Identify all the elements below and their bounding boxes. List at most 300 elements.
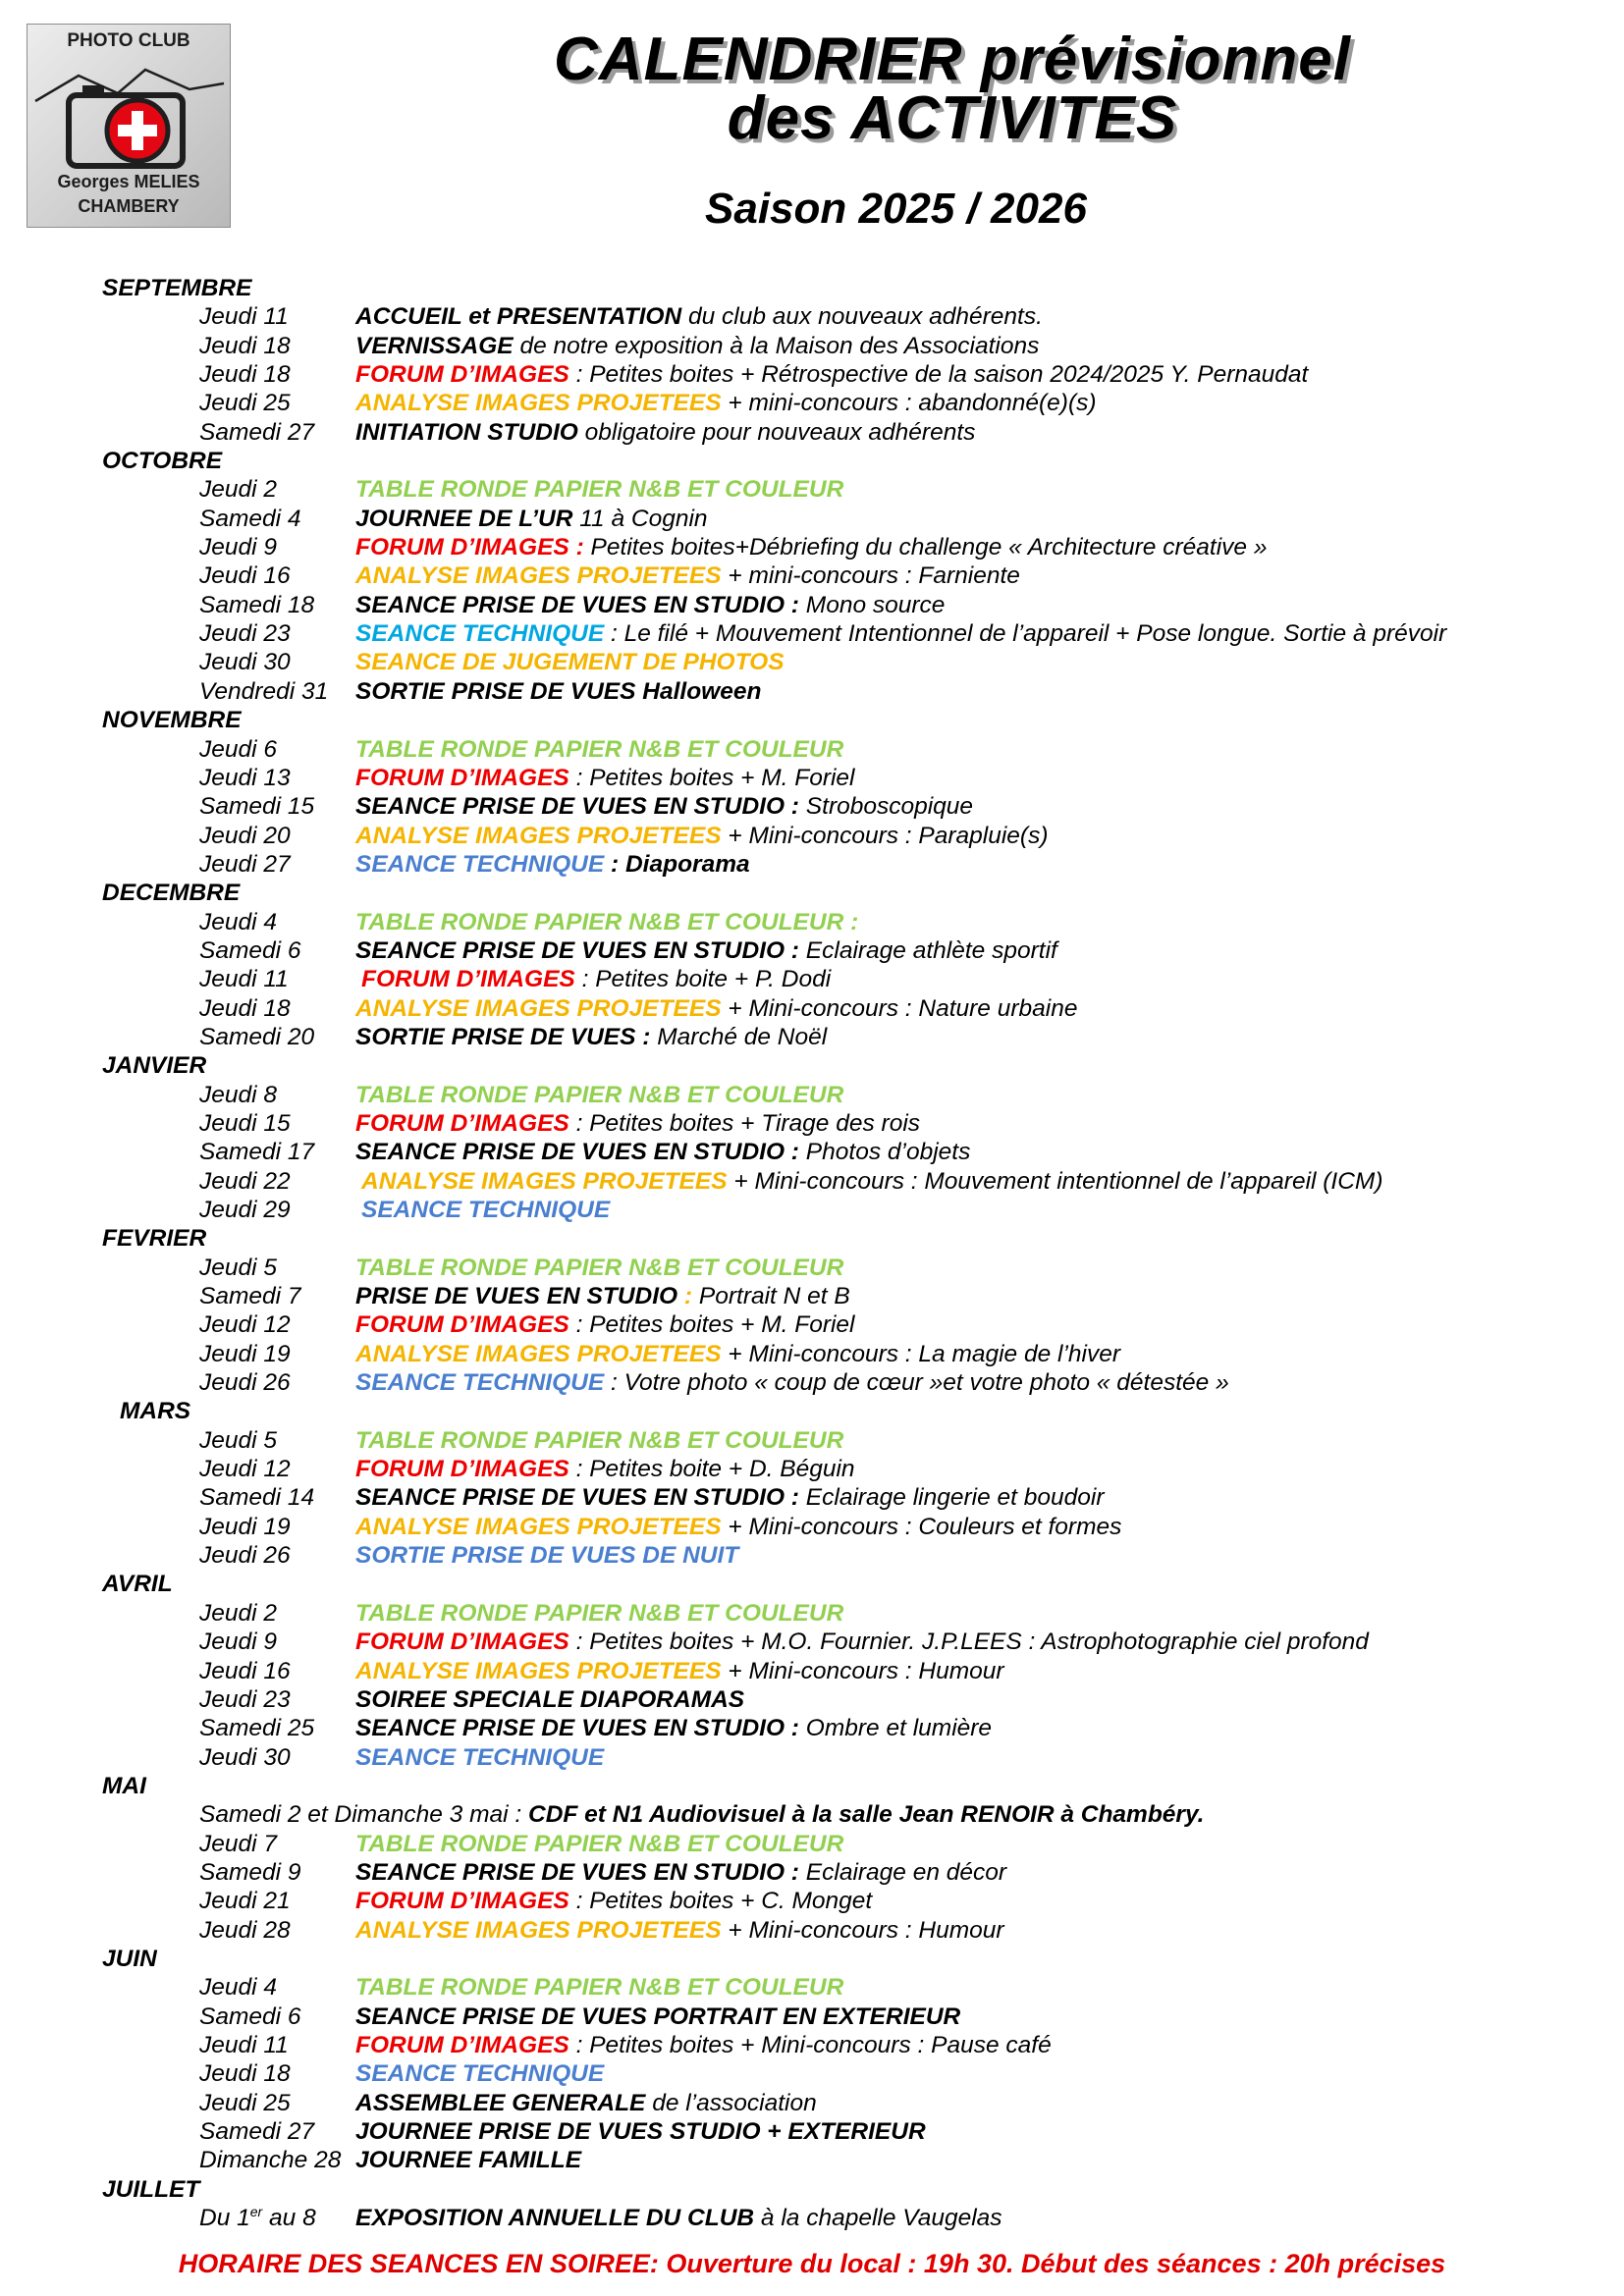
- entry-part: FORUM D’IMAGES: [355, 1311, 569, 1339]
- entry-text: [199, 1800, 1205, 1829]
- entry-event: [361, 1167, 1383, 1196]
- entry-date: Samedi 4: [199, 505, 301, 532]
- entry-part: EXPOSITION ANNUELLE DU CLUB: [355, 2205, 755, 2232]
- entry-date: Jeudi 11: [199, 2031, 289, 2058]
- entry-part: + Mini-concours : La magie de l’hiver: [721, 1340, 1121, 1367]
- entry-event: [355, 1483, 1105, 1512]
- calendar-entry: [0, 389, 1624, 417]
- month-row: [0, 274, 1624, 302]
- entry-part: TABLE RONDE PAPIER N&B ET COULEUR :: [355, 908, 859, 935]
- entry-date: Jeudi 23: [199, 1685, 291, 1713]
- month-row: [0, 706, 1624, 734]
- calendar-entry: [0, 1196, 1624, 1224]
- entry-part: ANALYSE IMAGES PROJETEES: [355, 1340, 722, 1367]
- entry-part: : Petites boites + M. Foriel: [568, 764, 855, 791]
- entry-part: SEANCE TECHNIQUE: [355, 2060, 605, 2088]
- entry-part: CDF et N1 Audiovisuel à la salle Jean RENOIR à Chambéry.: [528, 1801, 1205, 1829]
- entry-date: Jeudi 26: [199, 1542, 291, 1570]
- entry-event: [355, 822, 1048, 850]
- entry-date: Jeudi 7: [199, 1830, 278, 1857]
- calendar-entry: [0, 1426, 1624, 1455]
- entry-date: Jeudi 28: [199, 1916, 291, 1944]
- entry-part: de l’association: [645, 2089, 817, 2116]
- date-superscript: er: [249, 2203, 263, 2219]
- entry-event: [355, 1023, 827, 1051]
- entry-part: + Mini-concours : Humour: [721, 1916, 1004, 1944]
- entry-part: PRISE DE VUES EN STUDIO: [355, 1283, 678, 1310]
- entry-part: :: [677, 1283, 693, 1310]
- entry-part: FORUM D’IMAGES: [355, 2031, 569, 2058]
- entry-event: [355, 1973, 843, 2002]
- entry-part: FORUM D’IMAGES: [355, 1109, 569, 1137]
- activity-calendar: [0, 274, 1624, 2232]
- entry-event: [355, 533, 1267, 561]
- entry-event: [355, 619, 1446, 648]
- entry-date: Jeudi 5: [199, 1426, 278, 1454]
- entry-part: Marché de Noël: [650, 1023, 828, 1050]
- calendar-entry: [0, 418, 1624, 447]
- entry-event: [355, 677, 761, 706]
- entry-event: [361, 965, 831, 993]
- month-label: OCTOBRE: [102, 448, 223, 475]
- entry-event: [355, 475, 843, 504]
- calendar-entry: [0, 1081, 1624, 1109]
- session-hours-note: HORAIRE DES SEANCES EN SOIREE: Ouverture du local : 19h 30. Début des séances : 20h précises: [178, 2249, 1446, 2278]
- entry-date: Vendredi 31: [199, 677, 329, 705]
- entry-event: [355, 389, 1097, 417]
- entry-part: ANALYSE IMAGES PROJETEES: [355, 1513, 722, 1540]
- entry-part: TABLE RONDE PAPIER N&B ET COULEUR: [355, 1254, 844, 1281]
- calendar-entry: [0, 936, 1624, 965]
- entry-part: ACCUEIL et PRESENTATION: [355, 303, 682, 331]
- entry-part: FORUM D’IMAGES: [355, 764, 569, 791]
- calendar-entry: [0, 1830, 1624, 1858]
- entry-date: Jeudi 19: [199, 1513, 291, 1540]
- entry-date: Jeudi 13: [199, 764, 291, 791]
- calendar-entry: [0, 1858, 1624, 1887]
- logo-bottom-line1: Georges MELIES: [57, 172, 200, 191]
- entry-part: SEANCE TECHNIQUE: [361, 1197, 611, 1223]
- calendar-entry: [0, 822, 1624, 850]
- entry-event: [355, 2031, 1052, 2059]
- entry-part: ANALYSE IMAGES PROJETEES: [361, 1167, 728, 1195]
- entry-date: Jeudi 30: [199, 1743, 291, 1771]
- calendar-entry: [0, 1109, 1624, 1138]
- entry-date: Samedi 15: [199, 793, 315, 821]
- entry-part: Eclairage athlète sportif: [798, 936, 1057, 964]
- calendar-entry: [0, 1282, 1624, 1310]
- entry-part: ANALYSE IMAGES PROJETEES: [355, 390, 722, 417]
- entry-part: : Petites boites + M. Foriel: [568, 1311, 855, 1339]
- entry-event: [355, 1282, 850, 1310]
- entry-date: Samedi 6: [199, 2002, 301, 2030]
- calendar-entry: [0, 533, 1624, 561]
- entry-part: Mono source: [798, 591, 946, 618]
- entry-event: [355, 1858, 1006, 1887]
- entry-part: FORUM D’IMAGES: [355, 1629, 569, 1656]
- entry-part: ANALYSE IMAGES PROJETEES: [355, 994, 722, 1022]
- entry-part: ANALYSE IMAGES PROJETEES: [355, 1916, 722, 1944]
- entry-event: [355, 1887, 872, 1915]
- month-label: SEPTEMBRE: [102, 275, 252, 301]
- calendar-entry: [0, 332, 1624, 360]
- entry-part: : Petites boite + P. Dodi: [574, 966, 832, 993]
- entry-part: SEANCE PRISE DE VUES PORTRAIT EN EXTERIEUR: [355, 2002, 961, 2030]
- entry-date: Jeudi 11: [199, 966, 289, 993]
- entry-event: [355, 360, 1308, 389]
- entry-date: Jeudi 9: [199, 1629, 278, 1656]
- entry-part: SEANCE TECHNIQUE: [355, 1369, 605, 1397]
- calendar-entry: [0, 1916, 1624, 1945]
- entry-event: [355, 1628, 1369, 1656]
- entry-date: Jeudi 19: [199, 1340, 291, 1367]
- entry-part: SOIREE SPECIALE DIAPORAMAS: [355, 1685, 745, 1713]
- month-row: [0, 1051, 1624, 1080]
- entry-part: Samedi 2 et Dimanche 3 mai :: [199, 1801, 528, 1829]
- calendar-entry: [0, 561, 1624, 590]
- calendar-entry: [0, 2089, 1624, 2117]
- page-title-line2: des ACTIVITES: [727, 84, 1178, 152]
- entry-date: Jeudi 18: [199, 2060, 291, 2088]
- entry-date: Jeudi 4: [199, 1974, 278, 2002]
- entry-part: ANALYSE IMAGES PROJETEES: [355, 822, 722, 849]
- entry-date: Jeudi 2: [199, 1599, 278, 1627]
- month-label: MARS: [120, 1398, 191, 1425]
- entry-part: Stroboscopique: [798, 793, 974, 821]
- entry-date: [199, 2204, 316, 2232]
- entry-part: SEANCE PRISE DE VUES EN STUDIO :: [355, 793, 799, 821]
- calendar-entry: [0, 302, 1624, 331]
- entry-part: SORTIE PRISE DE VUES Halloween: [355, 677, 762, 705]
- entry-part: : Le filé + Mouvement Intentionnel de l’appareil + Pose longue. Sortie à prévoir: [604, 620, 1447, 648]
- entry-part: JOURNEE PRISE DE VUES STUDIO + EXTERIEUR: [355, 2118, 926, 2145]
- entry-event: [355, 1081, 843, 1109]
- entry-part: SEANCE PRISE DE VUES EN STUDIO :: [355, 1484, 799, 1512]
- entry-part: + Mini-concours : Parapluie(s): [721, 822, 1049, 849]
- calendar-entry: [0, 1599, 1624, 1628]
- entry-part: FORUM D’IMAGES: [355, 1888, 569, 1915]
- entry-event: [355, 2117, 926, 2146]
- entry-event: [355, 936, 1057, 965]
- calendar-entry: [0, 1340, 1624, 1368]
- entry-event: [355, 1109, 920, 1138]
- calendar-entry: [0, 505, 1624, 533]
- entry-event: [355, 2002, 960, 2031]
- entry-part: SEANCE TECHNIQUE: [355, 850, 605, 878]
- entry-event: [355, 1138, 970, 1166]
- calendar-entry: [0, 591, 1624, 619]
- calendar-entry: [0, 1887, 1624, 1915]
- calendar-entry: [0, 908, 1624, 936]
- calendar-entry: [0, 1657, 1624, 1685]
- entry-event: [355, 2204, 1002, 2232]
- calendar-entry: [0, 1685, 1624, 1714]
- entry-date: Jeudi 16: [199, 1657, 291, 1684]
- entry-part: TABLE RONDE PAPIER N&B ET COULEUR: [355, 1426, 844, 1454]
- season-subtitle: Saison 2025 / 2026: [705, 185, 1087, 233]
- entry-part: : Petites boites + Rétrospective de la saison 2024/2025 Y. Pernaudat: [568, 361, 1309, 389]
- entry-date: Jeudi 25: [199, 390, 291, 417]
- calendar-entry: [0, 1628, 1624, 1656]
- calendar-entry: [0, 1023, 1624, 1051]
- entry-part: JOURNEE FAMILLE: [355, 2147, 582, 2174]
- entry-part: ASSEMBLEE GENERALE: [355, 2089, 646, 2116]
- entry-date: Jeudi 22: [199, 1167, 291, 1195]
- entry-date: Jeudi 30: [199, 649, 291, 676]
- entry-part: de notre exposition à la Maison des Associations: [513, 332, 1040, 359]
- entry-part: TABLE RONDE PAPIER N&B ET COULEUR: [355, 1974, 844, 2002]
- calendar-entry: [0, 2117, 1624, 2146]
- entry-event: [355, 1254, 843, 1282]
- calendar-entry: [0, 619, 1624, 648]
- entry-part: à la chapelle Vaugelas: [754, 2205, 1002, 2232]
- entry-event: [355, 648, 785, 676]
- entry-part: Eclairage lingerie et boudoir: [798, 1484, 1105, 1512]
- entry-event: [355, 1513, 1121, 1541]
- entry-part: SEANCE PRISE DE VUES EN STUDIO :: [355, 1139, 799, 1166]
- entry-date: Jeudi 9: [199, 534, 278, 561]
- entry-event: [361, 1196, 610, 1224]
- entry-event: [355, 1830, 843, 1858]
- entry-date: Jeudi 15: [199, 1109, 291, 1137]
- entry-part: TABLE RONDE PAPIER N&B ET COULEUR: [355, 735, 844, 763]
- entry-event: [355, 302, 1043, 331]
- entry-part: TABLE RONDE PAPIER N&B ET COULEUR: [355, 476, 844, 504]
- month-label: MAI: [102, 1772, 146, 1799]
- calendar-entry: [0, 1167, 1624, 1196]
- entry-date: Jeudi 27: [199, 850, 291, 878]
- entry-event: [355, 591, 945, 619]
- entry-date: Jeudi 25: [199, 2089, 291, 2116]
- entry-date: Jeudi 6: [199, 735, 278, 763]
- entry-part: FORUM D’IMAGES: [355, 361, 569, 389]
- entry-event: [355, 418, 975, 447]
- calendar-entry: [0, 1541, 1624, 1570]
- calendar-entry: [0, 1800, 1624, 1829]
- calendar-entry: [0, 475, 1624, 504]
- month-label: DECEMBRE: [102, 880, 241, 907]
- entry-part: TABLE RONDE PAPIER N&B ET COULEUR: [355, 1081, 844, 1108]
- entry-part: INITIATION STUDIO: [355, 418, 578, 446]
- entry-event: [355, 1657, 1004, 1685]
- entry-part: : Petites boite + D. Béguin: [568, 1456, 855, 1483]
- calendar-entry: [0, 1138, 1624, 1166]
- entry-event: [355, 1426, 843, 1455]
- calendar-entry: [0, 1743, 1624, 1772]
- entry-part: : Petites boites + M.O. Fournier. J.P.LEES : Astrophotographie ciel profond: [568, 1629, 1369, 1656]
- entry-part: Eclairage en décor: [798, 1858, 1007, 1886]
- entry-date: Jeudi 20: [199, 822, 291, 849]
- calendar-entry: [0, 850, 1624, 879]
- calendar-entry: [0, 1513, 1624, 1541]
- entry-part: SEANCE PRISE DE VUES EN STUDIO :: [355, 1858, 799, 1886]
- entry-event: [355, 1455, 855, 1483]
- entry-part: VERNISSAGE: [355, 332, 514, 359]
- entry-part: TABLE RONDE PAPIER N&B ET COULEUR: [355, 1830, 844, 1857]
- month-row: [0, 1945, 1624, 1973]
- entry-part: : Petites boites + Mini-concours : Pause café: [568, 2031, 1052, 2058]
- logo-top-text: PHOTO CLUB: [67, 30, 190, 51]
- entry-part: TABLE RONDE PAPIER N&B ET COULEUR: [355, 1599, 844, 1627]
- month-row: [0, 1570, 1624, 1598]
- entry-date: Samedi 14: [199, 1484, 315, 1512]
- calendar-entry: [0, 2204, 1624, 2232]
- entry-date: Jeudi 11: [199, 303, 289, 331]
- calendar-entry: [0, 2059, 1624, 2088]
- date-suffix: au 8: [262, 2205, 316, 2232]
- calendar-entry: [0, 1483, 1624, 1512]
- month-row: [0, 1397, 1624, 1425]
- month-label: NOVEMBRE: [102, 707, 242, 734]
- logo-bottom-line2: CHAMBERY: [78, 196, 180, 216]
- entry-part: : Petites boites + Tirage des rois: [568, 1109, 921, 1137]
- calendar-entry: [0, 764, 1624, 792]
- calendar-entry: [0, 1714, 1624, 1742]
- entry-date: Samedi 17: [199, 1139, 315, 1166]
- entry-date: Jeudi 18: [199, 994, 291, 1022]
- entry-event: [355, 2146, 581, 2174]
- entry-event: [355, 764, 855, 792]
- entry-part: FORUM D’IMAGES :: [355, 534, 584, 561]
- entry-date: Samedi 27: [199, 418, 315, 446]
- entry-event: [355, 1916, 1004, 1945]
- calendar-entry: [0, 1455, 1624, 1483]
- entry-event: [355, 2089, 817, 2117]
- calendar-entry: [0, 677, 1624, 706]
- month-row: [0, 879, 1624, 907]
- entry-part: + mini-concours : Farniente: [721, 562, 1020, 590]
- entry-date: Dimanche 28: [199, 2147, 342, 2174]
- entry-part: + mini-concours : abandonné(e)(s): [721, 390, 1097, 417]
- entry-date: Samedi 27: [199, 2118, 315, 2145]
- month-label: JANVIER: [102, 1052, 207, 1080]
- month-label: JUILLET: [102, 2175, 200, 2203]
- entry-part: + Mini-concours : Couleurs et formes: [721, 1513, 1122, 1540]
- entry-part: : Votre photo « coup de cœur »et votre photo « détestée »: [604, 1369, 1229, 1397]
- entry-part: JOURNEE DE L’UR: [355, 505, 573, 532]
- calendar-entry: [0, 2002, 1624, 2031]
- entry-part: FORUM D’IMAGES: [361, 966, 575, 993]
- calendar-entry: [0, 648, 1624, 676]
- entry-date: Jeudi 23: [199, 620, 291, 648]
- calendar-entry: [0, 965, 1624, 993]
- entry-date: Jeudi 26: [199, 1369, 291, 1397]
- entry-part: : Diaporama: [604, 850, 750, 878]
- month-label: FEVRIER: [102, 1225, 207, 1253]
- entry-part: SORTIE PRISE DE VUES :: [355, 1023, 651, 1050]
- calendar-entry: [0, 360, 1624, 389]
- month-row: [0, 2175, 1624, 2204]
- entry-part: SEANCE PRISE DE VUES EN STUDIO :: [355, 591, 799, 618]
- month-label: AVRIL: [102, 1571, 173, 1598]
- entry-date: Jeudi 4: [199, 908, 278, 935]
- month-label: JUIN: [102, 1945, 157, 1972]
- entry-event: [355, 908, 858, 936]
- entry-part: Photos d’objets: [798, 1139, 971, 1166]
- entry-part: 11 à Cognin: [572, 505, 708, 532]
- calendar-entry: [0, 1973, 1624, 2002]
- entry-part: Ombre et lumière: [798, 1715, 993, 1742]
- entry-date: Jeudi 12: [199, 1311, 291, 1339]
- entry-event: [355, 1340, 1120, 1368]
- club-logo: [27, 24, 231, 228]
- entry-part: obligatoire pour nouveaux adhérents: [577, 418, 976, 446]
- entry-event: [355, 1743, 604, 1772]
- entry-date: Samedi 25: [199, 1715, 315, 1742]
- entry-date: Jeudi 21: [199, 1888, 291, 1915]
- calendar-entry: [0, 1368, 1624, 1397]
- entry-part: SEANCE TECHNIQUE: [355, 1743, 605, 1771]
- entry-event: [355, 332, 1039, 360]
- entry-event: [355, 994, 1077, 1023]
- entry-event: [355, 1310, 855, 1339]
- entry-part: + Mini-concours : Nature urbaine: [721, 994, 1078, 1022]
- entry-date: Jeudi 29: [199, 1197, 291, 1223]
- calendar-entry: [0, 1310, 1624, 1339]
- entry-event: [355, 792, 973, 821]
- entry-part: SEANCE PRISE DE VUES EN STUDIO :: [355, 936, 799, 964]
- entry-event: [355, 1714, 992, 1742]
- entry-event: [355, 850, 750, 879]
- entry-date: Samedi 20: [199, 1023, 315, 1050]
- entry-part: Petites boites+Débriefing du challenge « Architecture créative »: [583, 534, 1268, 561]
- entry-part: du club aux nouveaux adhérents.: [681, 303, 1043, 331]
- entry-date: Jeudi 18: [199, 332, 291, 359]
- entry-date: Jeudi 12: [199, 1456, 291, 1483]
- entry-part: ANALYSE IMAGES PROJETEES: [355, 562, 722, 590]
- entry-part: SORTIE PRISE DE VUES DE NUIT: [355, 1542, 739, 1570]
- entry-date: Jeudi 2: [199, 476, 278, 504]
- entry-date: Jeudi 16: [199, 562, 291, 590]
- entry-part: Portrait N et B: [692, 1283, 850, 1310]
- entry-date: Samedi 18: [199, 591, 315, 618]
- date-prefix: Du 1: [199, 2205, 250, 2232]
- entry-part: : Petites boites + C. Monget: [568, 1888, 873, 1915]
- month-row: [0, 1224, 1624, 1253]
- entry-part: SEANCE PRISE DE VUES EN STUDIO :: [355, 1715, 799, 1742]
- entry-date: Jeudi 18: [199, 361, 291, 389]
- calendar-entry: [0, 792, 1624, 821]
- entry-part: SEANCE DE JUGEMENT DE PHOTOS: [355, 649, 785, 676]
- entry-event: [355, 1599, 843, 1628]
- entry-part: SEANCE TECHNIQUE: [355, 620, 605, 648]
- month-row: [0, 447, 1624, 475]
- entry-part: + Mini-concours : Mouvement intentionnel de l’appareil (ICM): [727, 1167, 1383, 1195]
- entry-date: Jeudi 5: [199, 1254, 278, 1281]
- calendar-entry: [0, 2031, 1624, 2059]
- entry-date: Samedi 6: [199, 936, 301, 964]
- entry-part: FORUM D’IMAGES: [355, 1456, 569, 1483]
- entry-event: [355, 2059, 604, 2088]
- calendar-entry: [0, 994, 1624, 1023]
- entry-part: + Mini-concours : Humour: [721, 1657, 1004, 1684]
- entry-date: Samedi 7: [199, 1283, 301, 1310]
- entry-event: [355, 1368, 1229, 1397]
- calendar-entry: [0, 735, 1624, 764]
- entry-event: [355, 561, 1020, 590]
- entry-event: [355, 1541, 738, 1570]
- entry-part: ANALYSE IMAGES PROJETEES: [355, 1657, 722, 1684]
- entry-event: [355, 505, 708, 533]
- page-title-line1: CALENDRIER prévisionnel: [554, 26, 1351, 93]
- calendar-entry: [0, 1254, 1624, 1282]
- entry-event: [355, 735, 843, 764]
- calendar-entry: [0, 2146, 1624, 2174]
- entry-date: Samedi 9: [199, 1858, 301, 1886]
- entry-date: Jeudi 8: [199, 1081, 278, 1108]
- entry-event: [355, 1685, 744, 1714]
- month-row: [0, 1772, 1624, 1800]
